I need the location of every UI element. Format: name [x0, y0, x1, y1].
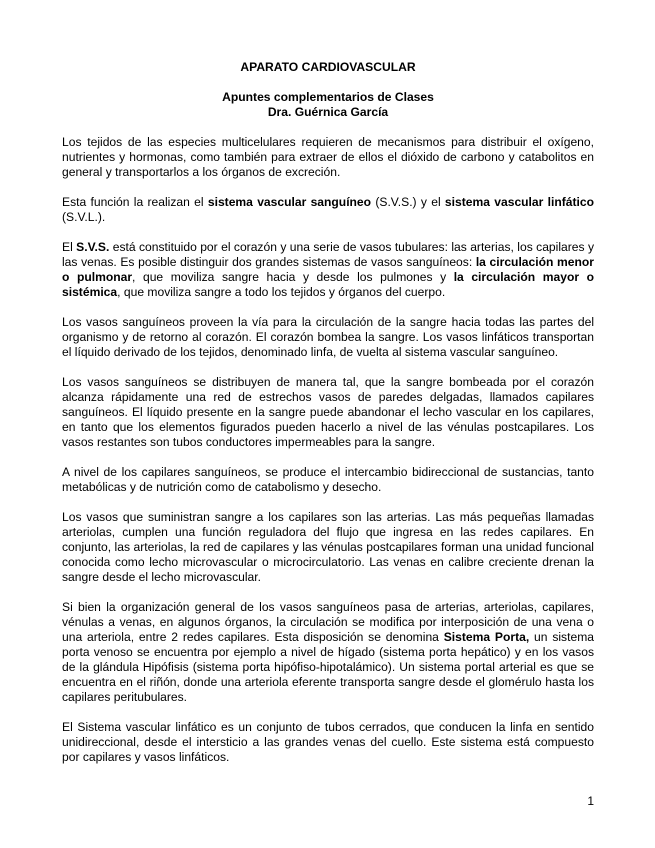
term-svs: sistema vascular sanguíneo	[207, 195, 372, 209]
paragraph-8: Si bien la organización general de los vasos sanguíneos pasa de arterias, arteriolas, capilares, vénulas a venas, en algunos órganos, la circulación se modifica por interposición de una vena o una arteriola, entre 2 redes capilares. Esta disposición se denomina Sistema Porta, un sistema porta venoso se encuentra por ejemplo a nivel de hígado (sistema porta hepático) y en los vasos de la glándula Hipófisis (sistema porta hipófiso-hipotalámico). Un sistema portal arterial es que se encuentra en el riñón, donde una arteriola eferente transporta sangre desde el glomérulo hasta los capilares peritubulares.	[62, 600, 594, 704]
page-number: 1	[587, 794, 594, 808]
term-circulacion-menor: la circulación menor o pulmonar	[62, 255, 594, 284]
paragraph-6: A nivel de los capilares sanguíneos, se produce el intercambio bidireccional de sustancias, tanto metabólicas y de nutrición como de catabolismo y desecho.	[62, 465, 594, 494]
document-title: APARATO CARDIOVASCULAR	[240, 60, 416, 74]
term-sistema-porta: Sistema Porta,	[443, 630, 530, 644]
term-circulacion-mayor: la circulación mayor o sistémica	[62, 270, 594, 299]
term-svl: sistema vascular linfático	[444, 195, 594, 209]
document-subtitle: Apuntes complementarios de Clases	[222, 90, 434, 104]
paragraph-3: El S.V.S. está constituido por el corazón y una serie de vasos tubulares: las arterias, los capilares y las venas. Es posible distinguir dos grandes sistemas de vasos sanguíneos: la circulación menor o pulmonar, que moviliza sangre hacia y desde los pulmones y la circulación mayor o sistémica, que moviliza sangre a todo los tejidos y órganos del cuerpo.	[62, 240, 594, 299]
document-author: Dra. Guérnica García	[267, 105, 389, 119]
document-subtitle-block	[62, 90, 594, 120]
paragraph-2: Esta función la realizan el sistema vascular sanguíneo (S.V.S.) y el sistema vascular linfático (S.V.L.).	[62, 195, 594, 224]
paragraph-1: Los tejidos de las especies multicelulares requieren de mecanismos para distribuir el oxígeno, nutrientes y hormonas, como también para extraer de ellos el dióxido de carbono y catabolitos en general y transportarlos a los órganos de excreción.	[62, 135, 594, 179]
term-svs-abbr: S.V.S.	[76, 240, 110, 254]
paragraph-9: El Sistema vascular linfático es un conjunto de tubos cerrados, que conducen la linfa en sentido unidireccional, desde el intersticio a las grandes venas del cuello. Este sistema está compuesto por capilares y vasos linfáticos.	[62, 720, 594, 764]
paragraph-4: Los vasos sanguíneos proveen la vía para la circulación de la sangre hacia todas las partes del organismo y de retorno al corazón. El corazón bombea la sangre. Los vasos linfáticos transportan el líquido derivado de los tejidos, denominado linfa, de vuelta al sistema vascular sanguíneo.	[62, 315, 594, 359]
paragraph-5: Los vasos sanguíneos se distribuyen de manera tal, que la sangre bombeada por el corazón alcanza rápidamente una red de estrechos vasos de paredes delgadas, llamados capilares sanguíneos. El líquido presente en la sangre puede abandonar el lecho vascular en los capilares, en tanto que los elementos figurados pueden hacerlo a nivel de las vénulas postcapilares. Los vasos restantes son tubos conductores impermeables para la sangre.	[62, 375, 594, 449]
paragraph-7: Los vasos que suministran sangre a los capilares son las arterias. Las más pequeñas llamadas arteriolas, cumplen una función reguladora del flujo que ingresa en las redes capilares. En conjunto, las arteriolas, la red de capilares y las vénulas postcapilares forman una unidad funcional conocida como lecho microvascular o microcirculatorio. Las venas en calibre creciente drenan la sangre desde el lecho microvascular.	[62, 510, 594, 584]
